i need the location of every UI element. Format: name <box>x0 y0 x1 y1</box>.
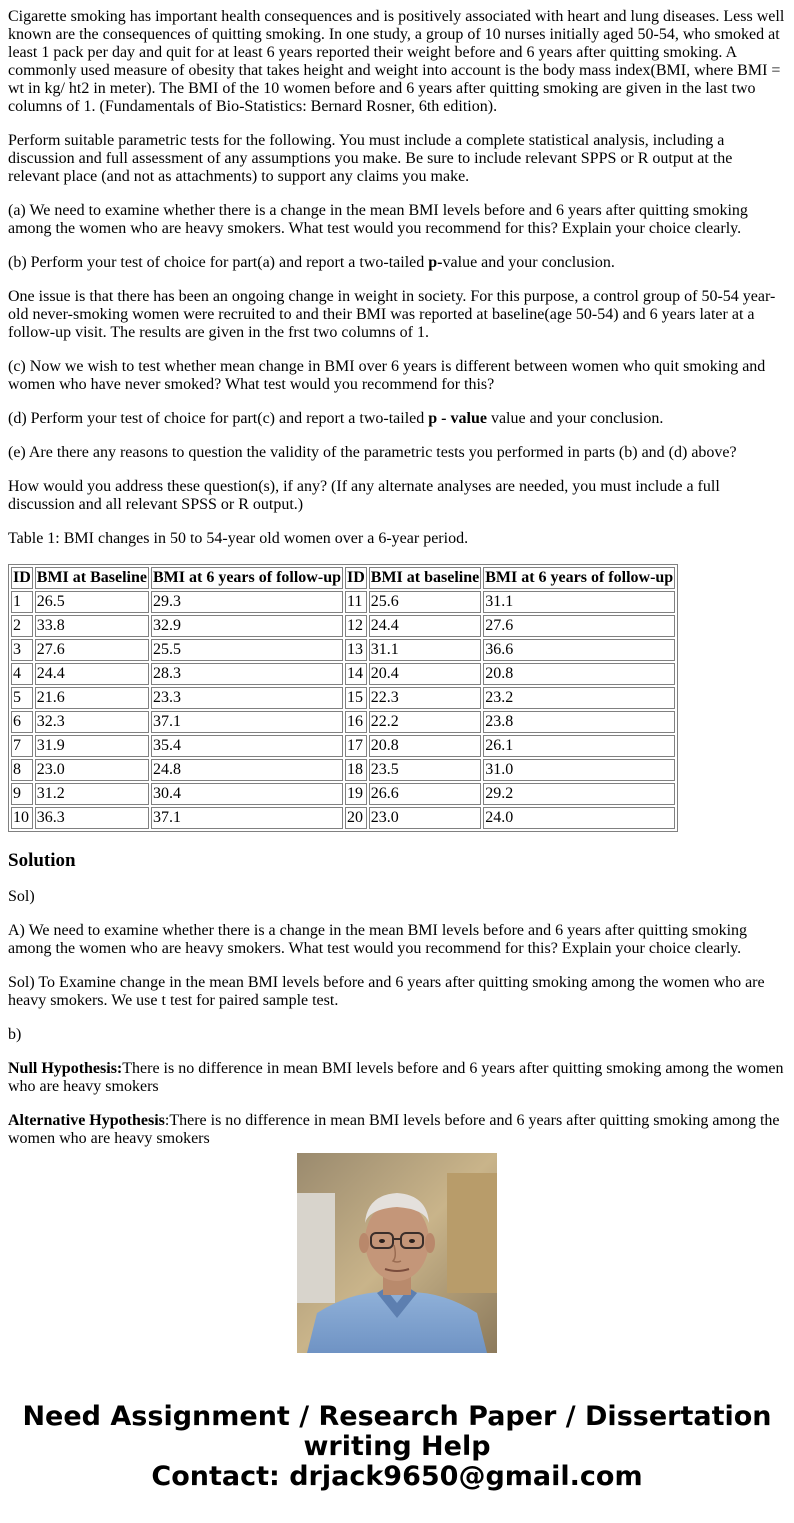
table-cell: 29.2 <box>483 783 675 805</box>
table-cell: 21.6 <box>35 687 149 709</box>
header-baseline-2: BMI at baseline <box>369 567 481 589</box>
table-cell: 23.0 <box>35 759 149 781</box>
table-cell: 25.5 <box>151 639 343 661</box>
table-cell: 16 <box>345 711 367 733</box>
table-cell: 32.9 <box>151 615 343 637</box>
footer-contact: Contact: drjack9650@gmail.com <box>151 1461 643 1492</box>
table-cell: 23.5 <box>369 759 481 781</box>
table-row <box>11 711 675 733</box>
header-followup-2: BMI at 6 years of follow-up <box>483 567 675 589</box>
solution-answer-a: Sol) To Examine change in the mean BMI levels before and 6 years after quitting smoking among the women who are heavy smokers. We use t test for paired sample test. <box>8 974 765 1009</box>
table-cell: 2 <box>11 615 33 637</box>
question-part-b <box>8 254 786 272</box>
table-cell: 31.1 <box>369 639 481 661</box>
table-cell: 3 <box>11 639 33 661</box>
question-part-c: (c) Now we wish to test whether mean change in BMI over 6 years is different between women who quit smoking and women who have never smoked? What test would you recommend for this? <box>8 358 766 393</box>
table-cell: 24.8 <box>151 759 343 781</box>
table-cell: 31.1 <box>483 591 675 613</box>
document-content <box>8 0 786 1147</box>
table-cell: 17 <box>345 735 367 757</box>
table-cell: 35.4 <box>151 735 343 757</box>
table-cell: 9 <box>11 783 33 805</box>
control-group-paragraph: One issue is that there has been an ongoing change in weight in society. For this purpose, a control group of 50-54 year-old never-smoking women were recruited to and their BMI was reported at baseline(age 50-54) and 6 years later at a follow-up visit. The results are given in the frst two columns of 1. <box>8 288 776 341</box>
table-cell: 11 <box>345 591 367 613</box>
table-cell: 23.3 <box>151 687 343 709</box>
table-cell: 1 <box>11 591 33 613</box>
table-cell: 24.0 <box>483 807 675 829</box>
table-body <box>11 591 675 829</box>
avatar-portrait-image <box>297 1153 497 1353</box>
table-cell: 31.2 <box>35 783 149 805</box>
table-cell: 20.8 <box>369 735 481 757</box>
part-d-text-start: (d) Perform your test of choice for part(c) and report a two-tailed <box>8 410 429 427</box>
intro-paragraph: Cigarette smoking has important health consequences and is positively associated with heart and lung diseases. Less well known are the consequences of quitting smoking. In one study, a group of 10 nurses initially aged 50-54, who smoked at least 1 pack per day and quit for at least 6 years reported their weight before and 6 years after quitting smoking. A commonly used measure of obesity that takes height and weight into account is the body mass index(BMI, where BMI = wt in kg/ ht2 in meter). The BMI of the 10 women before and 6 years after quitting smoking are given in the last two columns of 1. (Fundamentals of Bio-Statistics: Bernard Rosner, 6th edition). <box>8 8 785 115</box>
table-cell: 33.8 <box>35 615 149 637</box>
table-cell: 24.4 <box>35 663 149 685</box>
table-cell: 26.6 <box>369 783 481 805</box>
header-id-2: ID <box>345 567 367 589</box>
table-cell: 22.2 <box>369 711 481 733</box>
solution-label: Sol) <box>8 888 35 905</box>
table-cell: 6 <box>11 711 33 733</box>
table-cell: 20 <box>345 807 367 829</box>
table-cell: 36.6 <box>483 639 675 661</box>
table-row <box>11 639 675 661</box>
table-row <box>11 591 675 613</box>
instructions-paragraph: Perform suitable parametric tests for the following. You must include a complete statistical analysis, including a discussion and full assessment of any assumptions you make. Be sure to include relevant SPPS or R output at the relevant place (and not as attachments) to support any claims you make. <box>8 132 733 185</box>
table-cell: 36.3 <box>35 807 149 829</box>
table-header-row <box>11 567 675 589</box>
header-id-1: ID <box>11 567 33 589</box>
bmi-table <box>8 564 678 832</box>
question-part-e: (e) Are there any reasons to question the validity of the parametric tests you performed in parts (b) and (d) above? <box>8 444 737 461</box>
table-row <box>11 663 675 685</box>
footer-line-1: Need Assignment / Research Paper / Dissertation <box>22 1401 772 1432</box>
part-b-text-start: (b) Perform your test of choice for part(a) and report a two-tailed <box>8 254 429 271</box>
table-cell: 13 <box>345 639 367 661</box>
header-baseline-1: BMI at Baseline <box>35 567 149 589</box>
table-cell: 32.3 <box>35 711 149 733</box>
alternative-hypothesis <box>8 1112 786 1148</box>
solution-heading: Solution <box>8 850 76 871</box>
table-cell: 10 <box>11 807 33 829</box>
table-cell: 20.4 <box>369 663 481 685</box>
header-followup-1: BMI at 6 years of follow-up <box>151 567 343 589</box>
table-cell: 26.5 <box>35 591 149 613</box>
table-row <box>11 807 675 829</box>
table-cell: 29.3 <box>151 591 343 613</box>
table-cell: 28.3 <box>151 663 343 685</box>
table-cell: 22.3 <box>369 687 481 709</box>
alternative-hypothesis-text: :There is no difference in mean BMI levels before and 6 years after quitting smoking among the women who are heavy smokers <box>8 1112 780 1147</box>
table-cell: 37.1 <box>151 711 343 733</box>
table-row <box>11 615 675 637</box>
avatar <box>297 1153 497 1353</box>
table-cell: 18 <box>345 759 367 781</box>
table-cell: 20.8 <box>483 663 675 685</box>
table-cell: 31.9 <box>35 735 149 757</box>
footer-line-2: writing Help <box>303 1431 491 1462</box>
part-b-text-end: value and your conclusion. <box>442 254 615 271</box>
solution-repeat-part-a: A) We need to examine whether there is a change in the mean BMI levels before and 6 years after quitting smoking among the women who are heavy smokers. What test would you recommend for this? Explain your choice clearly. <box>8 922 748 957</box>
followup-paragraph: How would you address these question(s), if any? (If any alternate analyses are needed, you must include a full discussion and all relevant SPSS or R output.) <box>8 478 720 513</box>
table-cell: 19 <box>345 783 367 805</box>
table-cell: 23.2 <box>483 687 675 709</box>
question-part-a: (a) We need to examine whether there is a change in the mean BMI levels before and 6 years after quitting smoking among the women who are heavy smokers. What test would you recommend for this? Explain your choice clearly. <box>8 202 748 237</box>
table-row <box>11 687 675 709</box>
part-d-p-value-label: p - value <box>428 410 487 427</box>
table-cell: 23.8 <box>483 711 675 733</box>
table-cell: 14 <box>345 663 367 685</box>
part-d-text-end: value and your conclusion. <box>486 410 664 427</box>
part-b-p-value-label: p- <box>428 254 443 271</box>
null-hypothesis <box>8 1060 786 1096</box>
table-cell: 7 <box>11 735 33 757</box>
footer-banner <box>0 1402 794 1492</box>
table-cell: 4 <box>11 663 33 685</box>
table-cell: 8 <box>11 759 33 781</box>
table-cell: 25.6 <box>369 591 481 613</box>
table-cell: 27.6 <box>35 639 149 661</box>
table-cell: 12 <box>345 615 367 637</box>
table-cell: 15 <box>345 687 367 709</box>
table-cell: 31.0 <box>483 759 675 781</box>
question-part-d <box>8 410 786 428</box>
table-row <box>11 735 675 757</box>
table-cell: 24.4 <box>369 615 481 637</box>
table-row <box>11 783 675 805</box>
table-row <box>11 759 675 781</box>
table-caption: Table 1: BMI changes in 50 to 54-year old women over a 6-year period. <box>8 530 469 547</box>
table-cell: 27.6 <box>483 615 675 637</box>
alternative-hypothesis-label: Alternative Hypothesis <box>8 1112 165 1129</box>
table-cell: 37.1 <box>151 807 343 829</box>
table-cell: 30.4 <box>151 783 343 805</box>
solution-b-label: b) <box>8 1026 22 1043</box>
table-cell: 5 <box>11 687 33 709</box>
table-cell: 26.1 <box>483 735 675 757</box>
null-hypothesis-text: There is no difference in mean BMI levels before and 6 years after quitting smoking among the women who are heavy smokers <box>8 1060 784 1095</box>
null-hypothesis-label: Null Hypothesis: <box>8 1060 123 1077</box>
table-cell: 23.0 <box>369 807 481 829</box>
